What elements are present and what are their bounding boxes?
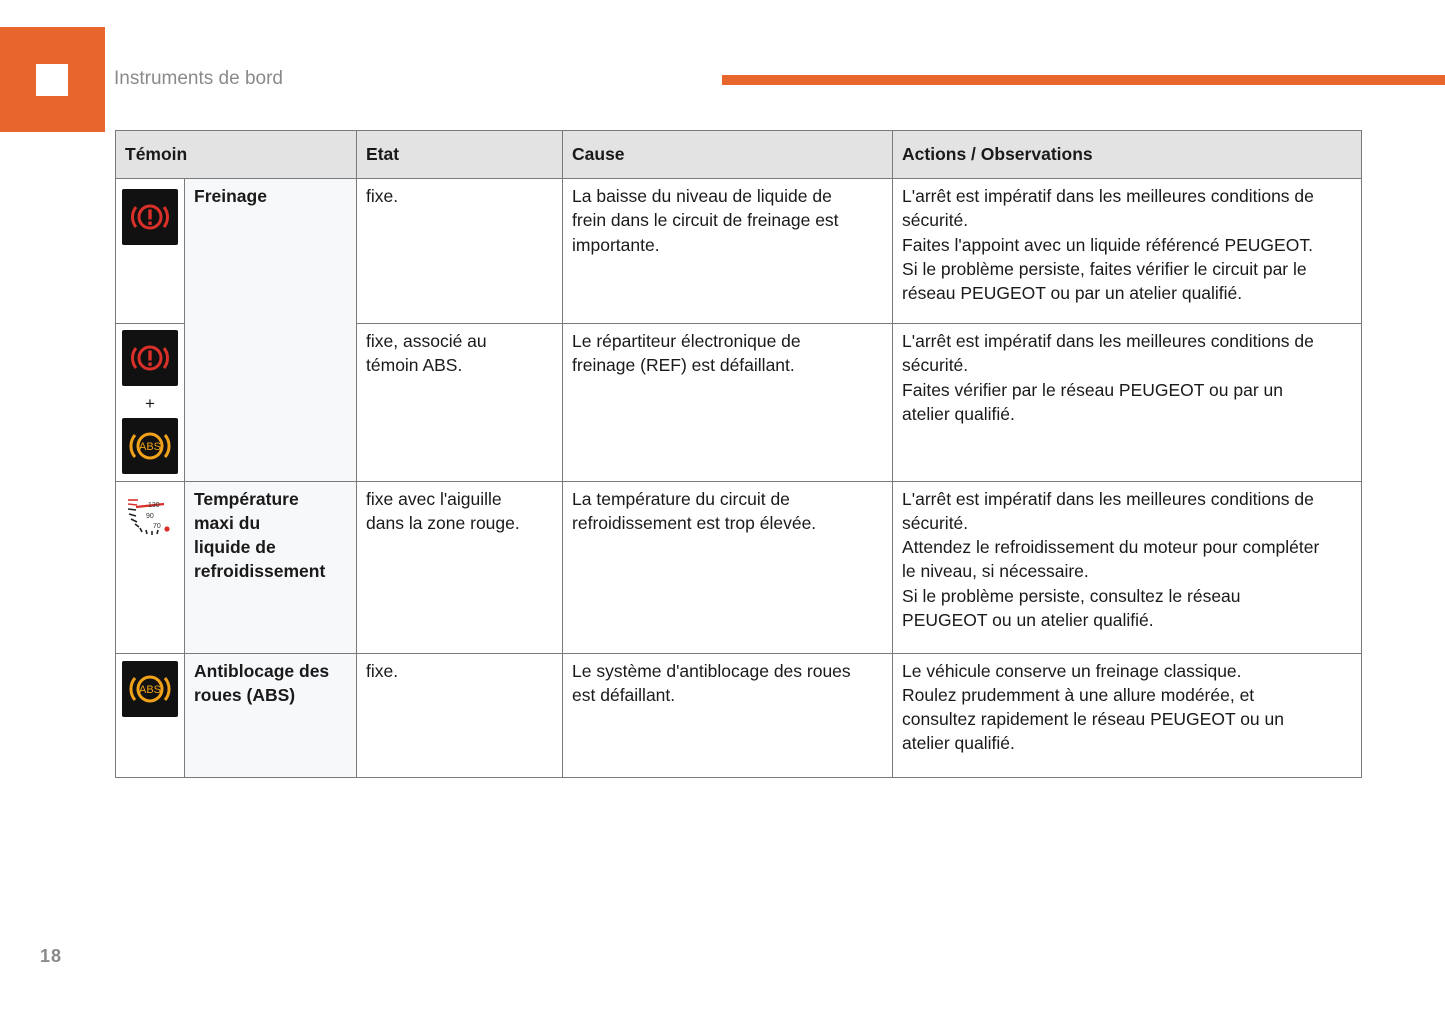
svg-text:ABS: ABS: [138, 683, 162, 696]
column-header-cause: Cause: [563, 131, 893, 179]
table-header-row: [116, 131, 1362, 179]
brake-warning-icon: [122, 330, 178, 386]
svg-text:ABS: ABS: [138, 441, 162, 454]
temoin-name: Antiblocage des roues (ABS): [194, 660, 330, 705]
cause-text: La température du circuit de refroidissement est trop élevée.: [572, 488, 817, 533]
column-header-actions: Actions / Observations: [893, 131, 1362, 179]
cause-cell: [563, 653, 893, 777]
etat-cell: [357, 653, 563, 777]
coolant-temperature-gauge-icon: [122, 492, 178, 548]
temoin-name-cell: [185, 481, 357, 653]
actions-text: Le véhicule conserve un freinage classique. Roulez prudemment à une allure modérée, et consultez rapidement le réseau PEUGEOT ou un atelier qualifié.: [902, 660, 1284, 754]
etat-text: fixe avec l'aiguille dans la zone rouge.: [366, 488, 520, 533]
brake-warning-icon: [122, 189, 178, 245]
actions-text: L'arrêt est impératif dans les meilleures conditions de sécurité. Faites l'appoint avec un liquide référencé PEUGEOT. Si le problème persiste, faites vérifier le circuit par le réseau PEUGEOT ou par un atelier qualifié.: [902, 186, 1314, 304]
cause-cell: [563, 324, 893, 482]
section-title: Instruments de bord: [114, 68, 283, 89]
actions-cell: [893, 481, 1362, 653]
cause-text: Le répartiteur électronique de freinage (REF) est défaillant.: [572, 331, 801, 376]
actions-cell: [893, 653, 1362, 777]
table-row: [116, 653, 1362, 777]
corner-tab: [0, 27, 105, 132]
cause-cell: [563, 481, 893, 653]
header-rule: [722, 75, 1445, 85]
svg-text:130: 130: [148, 501, 160, 509]
cause-cell: [563, 179, 893, 324]
corner-square: [36, 64, 68, 96]
warning-lights-table: [115, 130, 1362, 778]
column-header-temoin: Témoin: [116, 131, 357, 179]
abs-warning-icon: [122, 661, 178, 717]
actions-cell: [893, 324, 1362, 482]
actions-text: L'arrêt est impératif dans les meilleures conditions de sécurité. Attendez le refroidissement du moteur pour compléter le niveau, si nécessaire. Si le problème persiste, consultez le réseau PEUGEOT ou un atelier qualifié.: [902, 488, 1320, 631]
icon-cell: [116, 179, 185, 324]
column-header-etat: Etat: [357, 131, 563, 179]
cause-text: La baisse du niveau de liquide de frein dans le circuit de freinage est importante.: [572, 186, 839, 255]
temoin-name-cell: [185, 653, 357, 777]
temoin-name-cell: [185, 179, 357, 482]
etat-text: fixe.: [366, 186, 399, 206]
cause-text: Le système d'antiblocage des roues est défaillant.: [572, 660, 851, 705]
svg-text:70: 70: [153, 522, 161, 530]
etat-cell: [357, 324, 563, 482]
icon-cell: [116, 324, 185, 482]
table-row: [116, 481, 1362, 653]
etat-cell: [357, 179, 563, 324]
table-row: [116, 179, 1362, 324]
temoin-name: Température maxi du liquide de refroidissement: [194, 488, 326, 582]
svg-text:90: 90: [146, 512, 154, 520]
etat-text: fixe, associé au témoin ABS.: [366, 331, 487, 376]
temoin-name: Freinage: [194, 186, 267, 206]
icon-cell: [116, 481, 185, 653]
plus-sign: +: [145, 394, 155, 414]
actions-cell: [893, 179, 1362, 324]
page-number: 18: [40, 946, 63, 966]
etat-text: fixe.: [366, 660, 399, 681]
icon-cell: [116, 653, 185, 777]
abs-warning-icon: [122, 418, 178, 474]
actions-text: L'arrêt est impératif dans les meilleures conditions de sécurité. Faites vérifier par le réseau PEUGEOT ou par un atelier qualifié.: [902, 331, 1314, 424]
etat-cell: [357, 481, 563, 653]
